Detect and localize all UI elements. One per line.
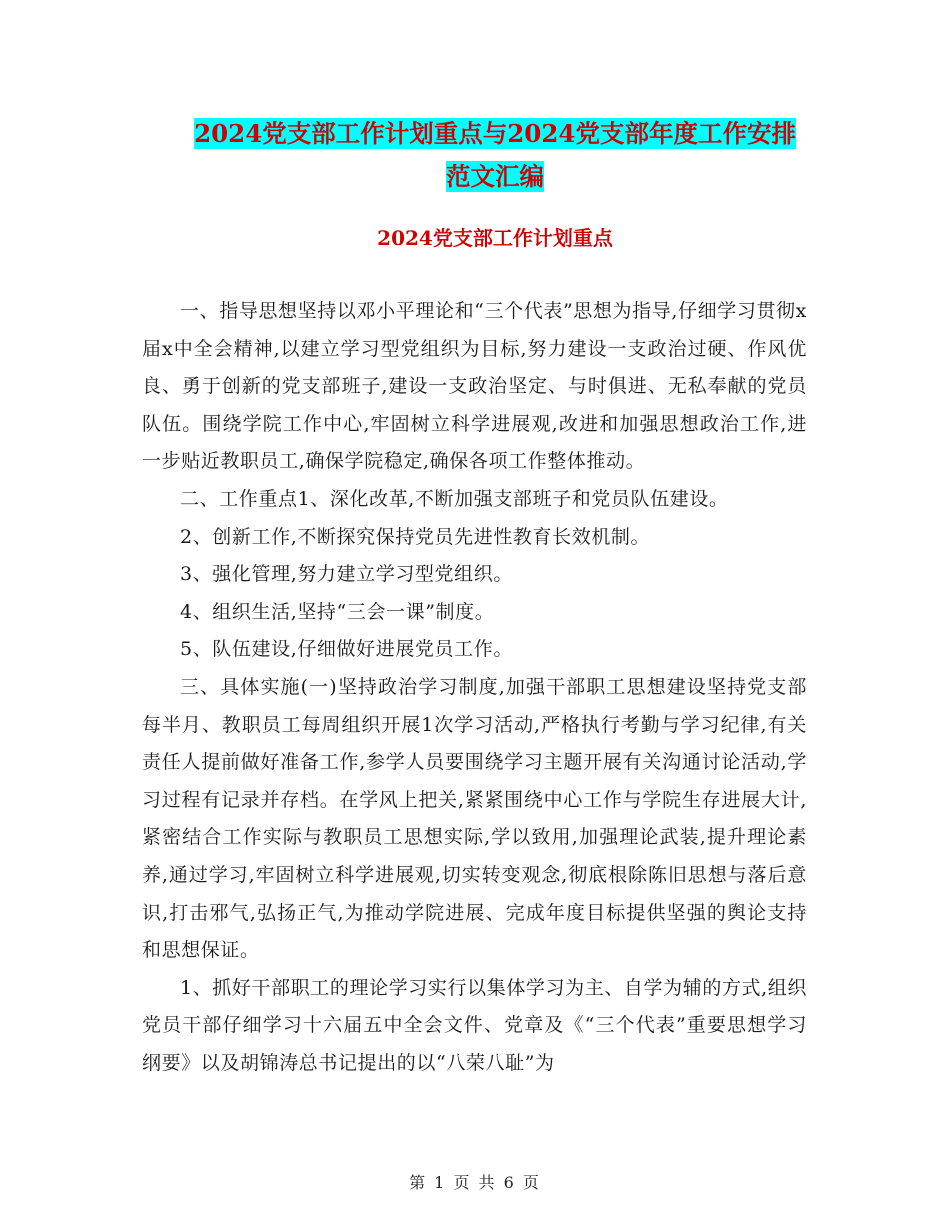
paragraph: 一、指导思想坚持以邓小平理论和“三个代表”思想为指导,仔细学习贯彻x届x中全会精神,以建立学习型党组织为目标,努力建设一支政治过硬、作风优良、勇于创新的党支部班子,建设一支政治坚定、与时俱进、无私奉献的党员队伍。围绕学院工作中心,牢固树立科学进展观,改进和加强思想政治工作,进一步贴近教职员工,确保学院稳定,确保各项工作整体推动。	[142, 300, 807, 473]
document-body	[142, 293, 807, 1082]
document-title	[140, 112, 850, 198]
page-footer: 第 1 页 共 6 页	[409, 1173, 541, 1192]
document-title-line-1: 2024党支部工作计划重点与2024党支部年度工作安排	[194, 119, 796, 148]
paragraph: 3、强化管理,努力建立学习型党组织。	[180, 563, 513, 586]
paragraph: 2、创新工作,不断探究保持党员先进性教育长效机制。	[180, 525, 651, 548]
paragraph: 三、具体实施(一)坚持政治学习制度,加强干部职工思想建设坚持党支部每半月、教职员工每周组织开展1次学习活动,严格执行考勤与学习纪律,有关责任人提前做好准备工作,参学人员要围绕学习主题开展有关沟通讨论活动,学习过程有记录并存档。在学风上把关,紧紧围绕中心工作与学院生存进展大计,紧密结合工作实际与教职员工思想实际,学以致用,加强理论武装,提升理论素养,通过学习,牢固树立科学进展观,切实转变观念,彻底根除陈旧思想与落后意识,打击邪气,弘扬正气,为推动学院进展、完成年度目标提供坚强的舆论支持和思想保证。	[142, 675, 807, 962]
paragraph: 二、工作重点1、深化改革,不断加强支部班子和党员队伍建设。	[180, 487, 729, 510]
paragraph: 5、队伍建设,仔细做好进展党员工作。	[180, 638, 513, 661]
paragraph: 4、组织生活,坚持“三会一课”制度。	[180, 600, 495, 623]
paragraph: 1、抓好干部职工的理论学习实行以集体学习为主、自学为辅的方式,组织党员干部仔细学习十六届五中全会文件、党章及《“三个代表”重要思想学习纲要》以及胡锦涛总书记提出的以“八荣八耻”为	[142, 976, 807, 1074]
section-title: 2024党支部工作计划重点	[377, 226, 613, 250]
document-title-line-2: 范文汇编	[446, 162, 544, 191]
